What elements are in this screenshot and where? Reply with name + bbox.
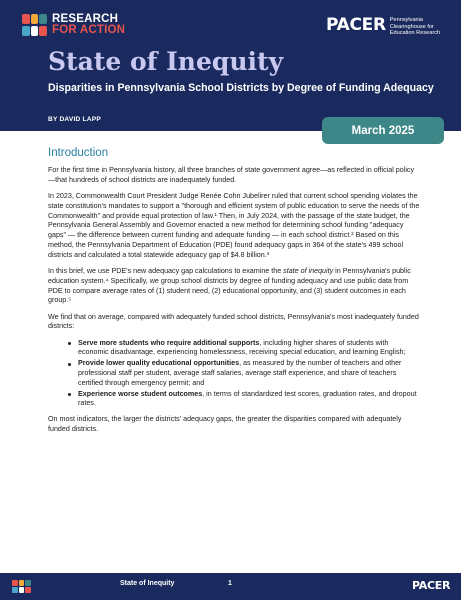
footer-pacer-logo: PACER bbox=[412, 579, 451, 592]
finding-item bbox=[68, 390, 420, 410]
paragraph-3-end: in Pennsylvania's public education system.⁴ Specifically, we group school districts by degree of funding adequacy and use public data from PDE to compare average rates of (1) student need, (2) educational opportunity, and (3) student outcomes in each group.⁵ bbox=[48, 266, 411, 305]
paragraph-3-emphasis: state of inequity bbox=[283, 266, 334, 275]
pacer-wordmark: PACER bbox=[326, 15, 386, 35]
rfa-mark-icon bbox=[22, 14, 48, 36]
pacer-logo bbox=[326, 16, 460, 37]
finding-bold: Experience worse student outcomes bbox=[78, 389, 203, 398]
report-subtitle: Disparities in Pennsylvania School Districts by Degree of Funding Adequacy bbox=[48, 82, 434, 94]
finding-text: , in terms of standardized test scores, graduation rates, and dropout rates. bbox=[78, 389, 417, 408]
report-header bbox=[0, 0, 461, 131]
footer-title: State of Inequity bbox=[120, 580, 175, 587]
rfa-wordmark bbox=[52, 14, 125, 36]
page-footer bbox=[0, 573, 461, 600]
rfa-line1: RESEARCH bbox=[52, 13, 119, 25]
paragraph-4: We find that on average, compared with adequately funded school districts, Pennsylvania's most inadequately funded districts: bbox=[48, 312, 419, 331]
finding-bold: Serve more students who require additional supports bbox=[78, 338, 260, 347]
research-for-action-logo bbox=[22, 14, 125, 36]
finding-item bbox=[68, 339, 420, 359]
report-body bbox=[48, 147, 420, 441]
paragraph-5: On most indicators, the larger the districts' adequacy gaps, the greater the disparities compared with adequately funded districts. bbox=[48, 415, 402, 434]
paragraph-3-start: In this brief, we use PDE's new adequacy gap calculations to examine the bbox=[48, 266, 284, 275]
finding-text: , as measured by the number of teachers and other professional staff per student, average staff salaries, average staff experience, and share of teachers certified through emergency permit; and bbox=[78, 359, 402, 387]
date-badge: March 2025 bbox=[322, 117, 444, 144]
finding-text: , including higher shares of students with economic disadvantage, experiencing homelessness, receiving special education, and learning English; bbox=[78, 338, 406, 357]
paragraph-1: For the first time in Pennsylvania history, all three branches of state government agree—as reflected in official policy—that hundreds of school districts are inadequately funded. bbox=[48, 166, 415, 184]
paragraph-3 bbox=[48, 267, 420, 306]
rfa-footer-icon bbox=[12, 580, 32, 593]
author-byline: BY DAVID LAPP bbox=[48, 116, 101, 123]
page-number: 1 bbox=[228, 580, 232, 587]
report-title: State of Inequity bbox=[48, 47, 284, 76]
findings-list bbox=[68, 339, 420, 410]
finding-bold: Provide lower quality educational opportunities bbox=[78, 359, 240, 368]
rfa-line2: FOR ACTION bbox=[52, 24, 126, 36]
pacer-subtitle: Pennsylvania Clearinghouse for Education Research bbox=[389, 17, 441, 37]
section-heading: Introduction bbox=[48, 147, 109, 159]
finding-item bbox=[68, 359, 420, 388]
paragraph-2: In 2023, Commonwealth Court President Judge Renée Cohn Jubelirer ruled that current school spending violates the state constitution's mandates to support a "thorough and efficient system of public education to serve the needs of the Commonwealth" and provide equal protection of law.¹ Then, in July 2024, with the passage of the state budget, the Pennsylvania General Assembly and Governor enacted a new method for determining school funding "adequacy gaps" — the difference between current funding and adequate funding — in each school district.² Based on this method, the Pennsylvania Department of Education (PDE) found adequacy gaps in 364 of the state's 499 school districts and calculated a total statewide adequacy gap of $4.8 billion.³ bbox=[48, 191, 420, 259]
